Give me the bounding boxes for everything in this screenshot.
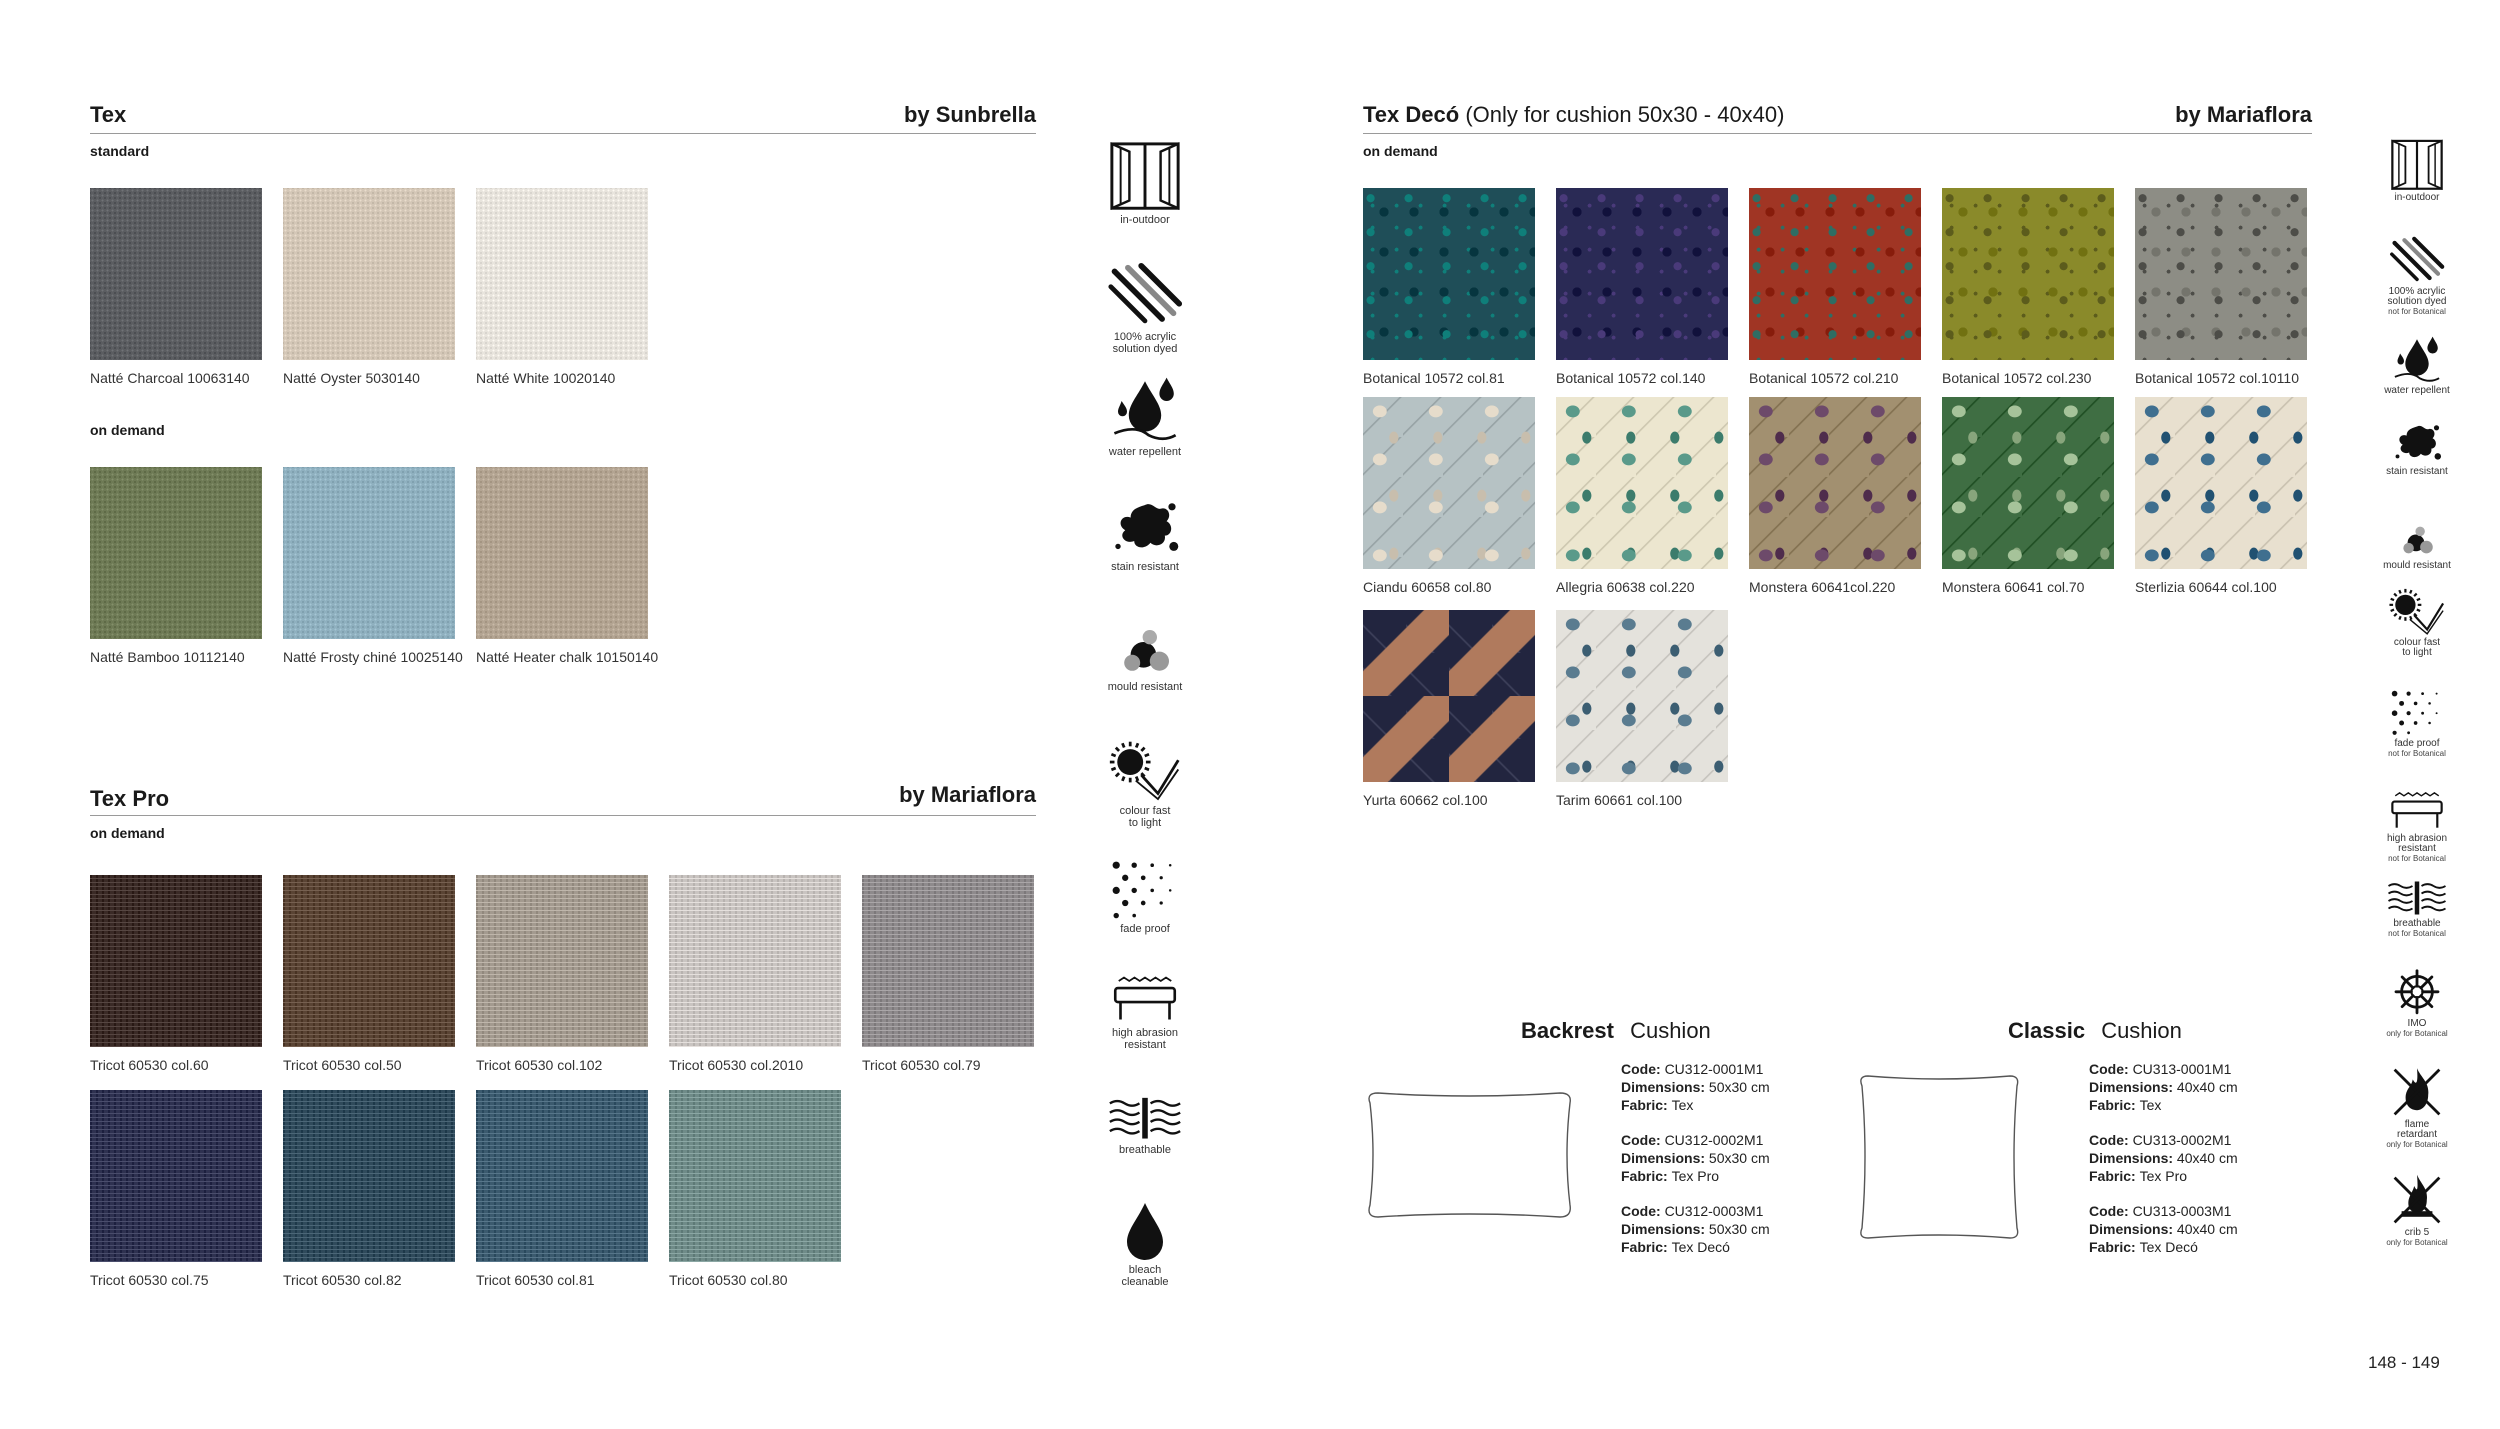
feature-bleach-item [1100,1200,1190,1288]
feature-label [1100,681,1190,693]
fabric-swatch-label: Natté Oyster 5030140 [283,370,420,386]
spec-key: Dimensions: [2089,1150,2177,1166]
spec-dimensions [2089,1078,2238,1096]
spec-value: CU312-0002M1 [1664,1132,1764,1148]
feature-label [2372,638,2462,658]
stain-icon [2372,420,2462,464]
texdeco-brand: by Mariaflora [2175,102,2312,127]
feature-label [1100,805,1190,829]
feature-label [2372,1120,2462,1149]
texdeco-title-main: Tex Decó [1363,102,1460,127]
feature-mould-item [1100,626,1190,693]
fabric-swatch-label: Yurta 60662 col.100 [1363,792,1488,808]
spec-value: CU313-0001M1 [2132,1061,2232,1077]
feature-note: not for Botanical [2388,306,2446,316]
spec-key: Fabric: [2089,1097,2140,1113]
spec-value: 50x30 cm [1708,1150,1770,1166]
backrest-cushion-title [1521,1018,1711,1044]
fabric-swatch-label: Tricot 60530 col.82 [283,1272,402,1288]
fabric-swatch [90,1090,262,1262]
texdeco-ondemand-label: on demand [1363,143,1438,159]
feature-colour-item [2372,586,2462,658]
fabric-swatch [862,875,1034,1047]
feature-label-line: fade proof [2394,737,2440,749]
abrasion-icon [2372,790,2462,831]
fabric-swatch-label: Natté Bamboo 10112140 [90,649,245,665]
spec-value: Tex Decó [2139,1239,2198,1255]
classic-title-bold: Classic [2008,1018,2086,1043]
flame-icon [2372,1064,2462,1117]
spec-value: 50x30 cm [1708,1079,1770,1095]
fabric-swatch-label: Ciandu 60658 col.80 [1363,579,1492,595]
colour-icon [1100,738,1190,801]
spec-dimensions [1621,1149,1770,1167]
spec-fabric [1621,1167,1770,1185]
feature-label-line: breathable [1119,1144,1171,1157]
fabric-swatch-label: Botanical 10572 col.81 [1363,370,1505,386]
spec-dimensions [2089,1149,2238,1167]
spec-value: Tex Pro [2139,1168,2188,1184]
feature-label [1100,1027,1190,1051]
spec-value: Tex [1671,1097,1694,1113]
spec-key: Fabric: [2089,1239,2140,1255]
spec-code [2089,1202,2238,1220]
breathable-icon [2372,880,2462,916]
feature-label-line: water repellent [1108,446,1182,459]
fabric-swatch [1942,188,2114,360]
spec-fabric [2089,1096,2238,1114]
fabric-swatch-label: Tricot 60530 col.50 [283,1057,402,1073]
feature-abrasion-item [1100,974,1190,1051]
fabric-swatch-label: Tricot 60530 col.80 [669,1272,788,1288]
spec-value: Tex Decó [1671,1239,1730,1255]
texdeco-divider [1363,133,2312,134]
water-icon [2372,334,2462,383]
texdeco-title [1363,102,1784,128]
feature-note: not for Botanical [2388,853,2446,863]
spec-code [2089,1060,2238,1078]
spec-code [1621,1202,1770,1220]
cushion-spec-block [2089,1202,2238,1256]
feature-label [2372,287,2462,316]
fabric-swatch [669,875,841,1047]
spec-key: Fabric: [1621,1168,1672,1184]
feature-label [1100,561,1190,573]
fabric-swatch [476,875,648,1047]
feature-label-line: in-outdoor [1120,214,1170,227]
feature-note: only for Botanical [2386,1140,2448,1150]
fabric-swatch [476,188,648,360]
feature-water-item [1100,374,1190,458]
spec-key: Dimensions: [1621,1150,1709,1166]
fabric-swatch [476,467,648,639]
spec-dimensions [1621,1078,1770,1096]
feature-breathable-item [2372,880,2462,938]
fabric-swatch [283,1090,455,1262]
feature-acrylic-item [2372,236,2462,316]
spec-key: Dimensions: [2089,1221,2177,1237]
feature-fade-item [1100,858,1190,935]
fabric-swatch [1363,610,1535,782]
abrasion-icon [1100,974,1190,1023]
fabric-swatch-label: Tricot 60530 col.79 [862,1057,981,1073]
backrest-specs [1621,1060,1770,1273]
fabric-swatch [90,467,262,639]
spec-value: 50x30 cm [1708,1221,1770,1237]
feature-label [1100,1144,1190,1156]
fabric-swatch [90,875,262,1047]
spec-key: Code: [2089,1132,2133,1148]
fabric-swatch-label: Botanical 10572 col.210 [1749,370,1899,386]
fabric-swatch [1749,397,1921,569]
fabric-swatch-label: Tricot 60530 col.81 [476,1272,595,1288]
feature-label [2372,1019,2462,1038]
spec-code [1621,1131,1770,1149]
cushion-spec-block [1621,1202,1770,1256]
feature-label-line: flame [2404,1119,2430,1131]
feature-label-line: fade proof [1120,923,1170,936]
spec-key: Fabric: [2089,1168,2140,1184]
feature-label [2372,386,2462,396]
feature-label-line: IMO [2407,1017,2427,1029]
spec-key: Fabric: [1621,1097,1672,1113]
fabric-swatch-label: Allegria 60638 col.220 [1556,579,1695,595]
fabric-swatch-label: Botanical 10572 col.10110 [2135,370,2299,386]
fabric-swatch-label: Natté White 10020140 [476,370,616,386]
fabric-swatch [2135,397,2307,569]
feature-flame-item [2372,1064,2462,1149]
feature-label-line: stain resistant [1111,561,1179,574]
spec-key: Dimensions: [1621,1221,1709,1237]
feature-label [1100,1264,1190,1288]
spec-key: Code: [1621,1061,1665,1077]
fabric-swatch-label: Tarim 60661 col.100 [1556,792,1683,808]
feature-label-line: breathable [2393,918,2441,929]
feature-breathable-item [1100,1096,1190,1156]
feature-label [2372,561,2462,571]
texpro-ondemand-label: on demand [90,825,165,841]
fabric-swatch-label: Tricot 60530 col.2010 [669,1057,804,1073]
feature-label [1100,214,1190,226]
fabric-swatch-label: Botanical 10572 col.230 [1942,370,2092,386]
feature-colour-item [1100,738,1190,829]
fabric-swatch [1749,188,1921,360]
mould-icon [1100,626,1190,677]
fabric-swatch [1942,397,2114,569]
stain-icon [1100,496,1190,557]
feature-note: not for Botanical [2388,929,2446,938]
cushion-spec-block [1621,1060,1770,1114]
feature-label-line: crib 5 [2404,1227,2430,1239]
spec-value: 40x40 cm [2176,1150,2238,1166]
fabric-swatch-label: Monstera 60641 col.70 [1942,579,2085,595]
feature-label-line: water repellent [2384,385,2450,397]
fabric-swatch [283,467,455,639]
feature-stain-item [1100,496,1190,573]
fabric-swatch-label: Tricot 60530 col.75 [90,1272,209,1288]
fabric-swatch-label: Natté Frosty chiné 10025140 [283,649,463,665]
feature-label [1100,923,1190,935]
feature-label-line: high abrasion [2386,832,2448,844]
spec-key: Fabric: [1621,1239,1672,1255]
tex-ondemand-label: on demand [90,422,165,438]
fabric-swatch-label: Natté Heater chalk 10150140 [476,649,659,665]
feature-label-line: retardant [2396,1129,2438,1141]
fabric-swatch [90,188,262,360]
spec-key: Code: [2089,1203,2133,1219]
tex-brand: by Sunbrella [903,102,1036,127]
spec-fabric [2089,1167,2238,1185]
classic-title-rest: Cushion [2101,1018,2182,1043]
spec-value: 40x40 cm [2176,1079,2238,1095]
spec-fabric [2089,1238,2238,1256]
spec-code [2089,1131,2238,1149]
fabric-swatch [283,188,455,360]
spec-value: CU313-0002M1 [2132,1132,2232,1148]
fabric-swatch-label: Sterlizia 60644 col.100 [2135,579,2277,595]
in-outdoor-icon [1100,140,1190,210]
fade-icon [2372,688,2462,736]
feature-label [2372,193,2462,203]
fabric-swatch [476,1090,648,1262]
backrest-title-bold: Backrest [1521,1018,1614,1043]
feature-abrasion-item [2372,790,2462,863]
feature-label-line: resistant [1124,1039,1166,1051]
spec-key: Dimensions: [1621,1079,1709,1095]
feature-label [1100,446,1190,458]
feature-imo-item [2372,968,2462,1038]
feature-fade-item [2372,688,2462,758]
feature-label-line: high abrasion [1111,1027,1179,1039]
feature-label [2372,1228,2462,1247]
feature-label [2372,467,2462,477]
in-outdoor-icon [2372,138,2462,190]
feature-note: only for Botanical [2386,1028,2448,1038]
feature-note: not for Botanical [2388,748,2446,758]
imo-icon [2372,968,2462,1016]
feature-in-outdoor-item [2372,138,2462,203]
fabric-swatch-label: Botanical 10572 col.140 [1556,370,1706,386]
fabric-swatch [283,875,455,1047]
feature-mould-item [2372,524,2462,571]
feature-label-line: resistant [2398,842,2436,854]
spec-value: Tex Pro [1671,1168,1720,1184]
feature-label [2372,739,2462,758]
spec-value: CU312-0001M1 [1664,1061,1764,1077]
backrest-title-rest: Cushion [1630,1018,1711,1043]
mould-icon [2372,524,2462,558]
fabric-swatch-label: Monstera 60641col.220 [1749,579,1896,595]
spec-key: Code: [2089,1061,2133,1077]
feature-label-line: mould resistant [1107,681,1183,694]
spec-key: Code: [1621,1132,1665,1148]
texpro-divider [90,815,1036,816]
feature-label-line: 100% acrylic [1113,330,1177,343]
fade-icon [1100,858,1190,919]
feature-label-line: bleach [1128,1264,1162,1276]
feature-label [1100,331,1190,355]
feature-label-line: in-outdoor [2394,192,2440,204]
tex-divider [90,133,1036,134]
colour-icon [2372,586,2462,635]
classic-cushion-drawing [1852,1070,2027,1245]
feature-acrylic-item [1100,262,1190,355]
feature-label [2372,919,2462,938]
feature-label [2372,834,2462,863]
feature-label-line: colour fast [2393,637,2441,649]
fabric-swatch-label: Natté Charcoal 10063140 [90,370,250,386]
fabric-swatch [669,1090,841,1262]
cushion-spec-block [1621,1131,1770,1185]
texpro-brand: by Mariaflora [899,782,1036,807]
acrylic-icon [2372,236,2462,284]
spec-value: 40x40 cm [2176,1221,2238,1237]
tex-title: Tex [90,102,127,127]
spec-key: Code: [1621,1203,1665,1219]
feature-label-line: colour fast [1119,804,1171,817]
fabric-swatch [1556,188,1728,360]
classic-specs [2089,1060,2238,1273]
feature-label-line: to light [2402,647,2432,659]
spec-fabric [1621,1096,1770,1114]
spec-value: CU313-0003M1 [2132,1203,2232,1219]
feature-label-line: 100% acrylic [2388,285,2446,297]
feature-label-line: solution dyed [1112,342,1178,355]
water-icon [1100,374,1190,442]
fabric-swatch [1556,397,1728,569]
fabric-swatch [1363,397,1535,569]
fabric-swatch-label: Tricot 60530 col.102 [476,1057,603,1073]
fabric-swatch [1363,188,1535,360]
backrest-cushion-drawing [1360,1085,1580,1225]
feature-label-line: cleanable [1121,1276,1169,1288]
spec-dimensions [2089,1220,2238,1238]
spec-fabric [1621,1238,1770,1256]
classic-cushion-title [2008,1018,2182,1044]
feature-label-line: mould resistant [2383,559,2451,571]
feature-stain-item [2372,420,2462,477]
feature-water-item [2372,334,2462,396]
spec-dimensions [1621,1220,1770,1238]
cushion-spec-block [2089,1131,2238,1185]
feature-label-line: solution dyed [2387,295,2447,307]
feature-note: only for Botanical [2386,1238,2448,1248]
texdeco-subtitle: (Only for cushion 50x30 - 40x40) [1465,102,1785,127]
tex-standard-label: standard [90,143,150,159]
fabric-swatch [2135,188,2307,360]
breathable-icon [1100,1096,1190,1140]
crib-icon [2372,1172,2462,1225]
spec-key: Dimensions: [2089,1079,2177,1095]
spec-value: CU312-0003M1 [1664,1203,1764,1219]
bleach-icon [1100,1200,1190,1260]
cushion-spec-block [2089,1060,2238,1114]
page-number: 148 - 149 [2368,1353,2440,1372]
spec-code [1621,1060,1770,1078]
feature-label-line: to light [1128,816,1162,829]
feature-in-outdoor-item [1100,140,1190,226]
texpro-title: Tex Pro [90,786,170,811]
feature-crib-item [2372,1172,2462,1247]
acrylic-icon [1100,262,1190,327]
spec-value: Tex [2139,1097,2162,1113]
fabric-swatch-label: Tricot 60530 col.60 [90,1057,209,1073]
feature-label-line: stain resistant [2386,466,2448,478]
fabric-swatch [1556,610,1728,782]
